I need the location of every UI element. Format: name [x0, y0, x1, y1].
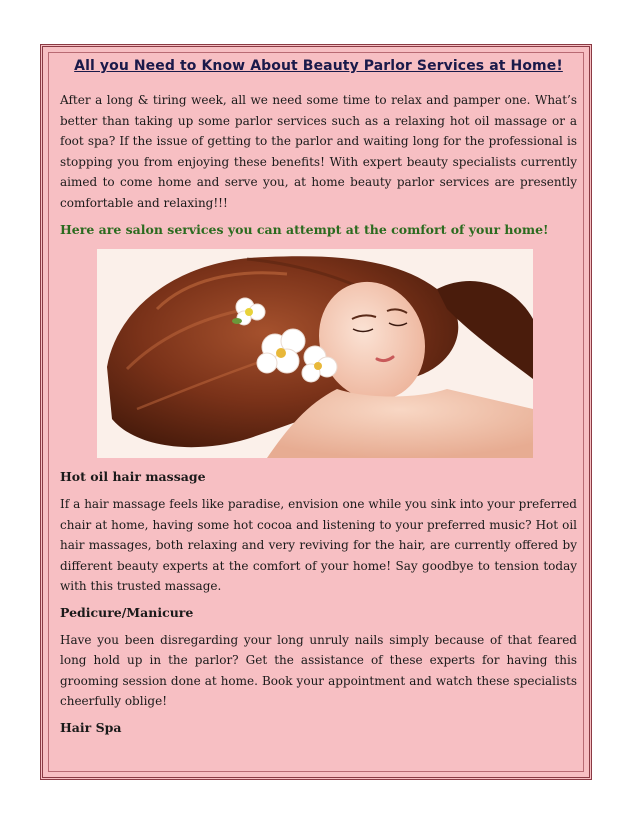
page-title: All you Need to Know About Beauty Parlor Services at Home!: [74, 58, 563, 74]
section-heading: Pedicure/Manicure: [60, 604, 194, 620]
document-content: [60, 58, 577, 735]
intro-paragraph: After a long & tiring week, all we need some time to relax and pamper one. What’s better than taking up some parlor services such as a relaxing hot oil massage or a foot spa? If the issue of getting to the parlor and waiting long for the professional is stopping you from enjoying these benefits! With expert beauty specialists currently aimed to come home and serve you, at home beauty parlor services are presently comfortable and relaxing!!!: [60, 93, 577, 210]
section-body: If a hair massage feels like paradise, envision one while you sink into your preferred chair at home, having some hot cocoa and listening to your preferred music? Hot oil hair massages, both relaxing and very reviving for the hair, are currently offered by different beauty experts at the comfort of your home! Say goodbye to tension today with this trusted massage.: [60, 497, 577, 593]
section-body: Have you been disregarding your long unruly nails simply because of that feared long hold up in the parlor? Get the assistance of these experts for having this grooming session done at home. Book your appointment and watch these specialists cheerfully oblige!: [60, 632, 577, 708]
subheading: Here are salon services you can attempt at the comfort of your home!: [60, 222, 549, 237]
woman-with-flowers-photo: [97, 249, 533, 458]
photo-illustration: [97, 249, 533, 458]
section-heading: Hot oil hair massage: [60, 469, 206, 484]
section-heading: Hair Spa: [60, 719, 122, 735]
